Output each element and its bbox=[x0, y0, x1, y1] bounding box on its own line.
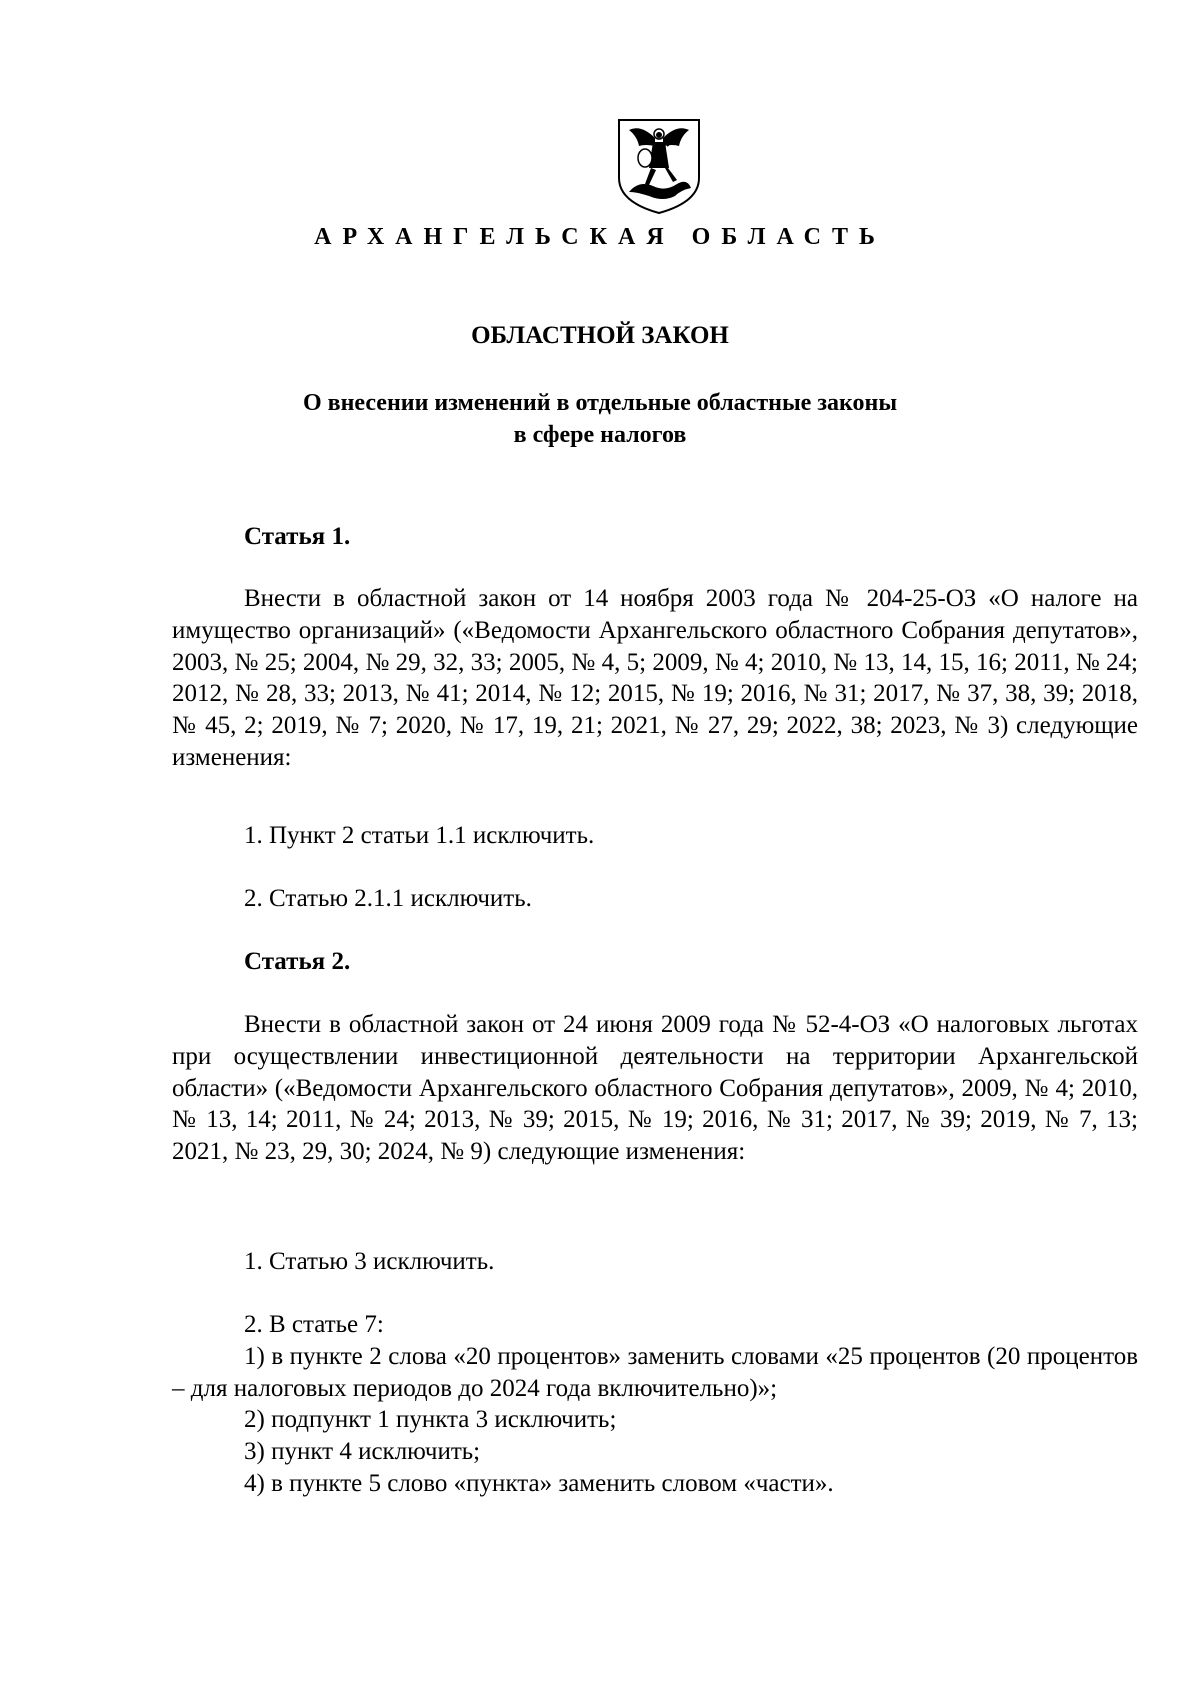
article-2-intro: Внести в областной закон от 24 июня 2009 года № 52-4-ОЗ «О налоговых льготах при осуществлении инвестиционной деятельности на территории Архангельской области» («Ведомости Архангельского областного Собрания депутатов», 2009, № 4; 2010, № 13, 14; 2011, № 24; 2013, № 39; 2015, № 19; 2016, № 31; 2017, № 39; 2019, № 7, 13; 2021, № 23, 29, 30; 2024, № 9) следующие изменения: bbox=[172, 1011, 1138, 1166]
article-2-subitem-3: 3) пункт 4 исключить; bbox=[244, 1438, 481, 1466]
article-2-amendments bbox=[172, 1309, 1138, 1500]
article-2-heading: Статья 2. bbox=[244, 948, 351, 975]
article-1-item-1: 1. Пункт 2 статьи 1.1 исключить. bbox=[244, 822, 595, 849]
article-2-subitem-2: 2) подпункт 1 пункта 3 исключить; bbox=[244, 1406, 617, 1434]
article-1-heading: Статья 1. bbox=[244, 523, 351, 550]
article-2-subitem-4: 4) в пункте 5 слово «пункта» заменить словом «части». bbox=[244, 1469, 834, 1497]
article-2-item-1: 1. Статью 3 исключить. bbox=[244, 1248, 495, 1275]
title-line-1: О внесении изменений в отдельные областные законы bbox=[302, 390, 898, 416]
title-line-2: в сфере налогов bbox=[513, 422, 687, 448]
article-1-item-2: 2. Статью 2.1.1 исключить. bbox=[244, 885, 532, 912]
article-1-intro: Внести в областной закон от 14 ноября 2003 года № 204-25-ОЗ «О налоге на имущество организаций» («Ведомости Архангельского областного Собрания депутатов», 2003, № 25; 2004, № 29, 32, 33; 2005, № 4, 5; 2009, № 4; 2010, № 13, 14, 15, 16; 2011, № 24; 2012, № 28, 33; 2013, № 41; 2014, № 12; 2015, № 19; 2016, № 31; 2017, № 37, 38, 39; 2018, № 45, 2; 2019, № 7; 2020, № 17, 19, 21; 2021, № 27, 29; 2022, 38; 2023, № 3) следующие изменения: bbox=[172, 585, 1138, 771]
article-2-subitem-1: 1) в пункте 2 слова «20 процентов» заменить словами «25 процентов (20 процентов – для налоговых периодов до 2024 года включительно)»; bbox=[172, 1342, 1138, 1402]
document-type: ОБЛАСТНОЙ ЗАКОН bbox=[471, 322, 729, 349]
arkhangelsk-coat-of-arms-icon bbox=[615, 116, 703, 216]
region-name: АРХАНГЕЛЬСКАЯ ОБЛАСТЬ bbox=[314, 224, 886, 250]
document-title bbox=[0, 387, 1200, 451]
article-2-item-2: 2. В статье 7: bbox=[244, 1311, 384, 1338]
